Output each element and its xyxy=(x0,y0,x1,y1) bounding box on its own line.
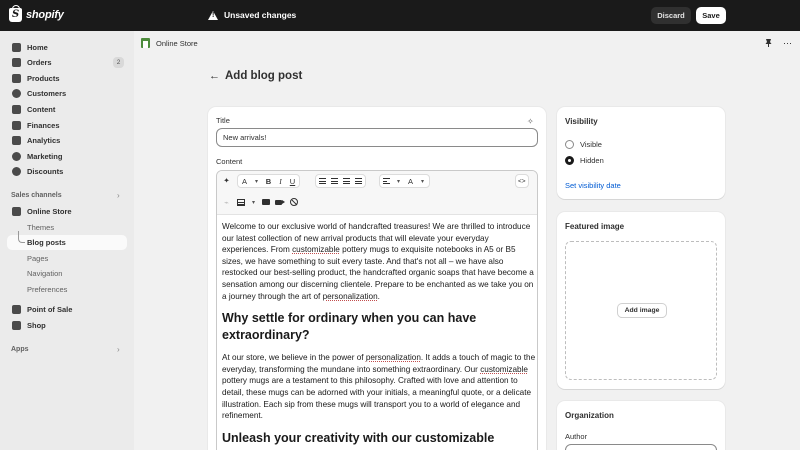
code-icon: <> xyxy=(518,177,526,185)
sidebar-item-label: Home xyxy=(27,43,48,52)
sidebar-item-label: Point of Sale xyxy=(27,305,73,314)
text-format-group xyxy=(237,174,300,188)
organization-card xyxy=(557,401,725,450)
chevron-down-icon[interactable]: ▾ xyxy=(420,178,424,185)
heading: Unleash your creativity with our customizable xyxy=(222,430,495,445)
person-icon xyxy=(12,89,21,98)
sidebar xyxy=(0,31,134,450)
breadcrumb xyxy=(134,31,800,55)
title-label: Title xyxy=(216,116,230,125)
content-icon xyxy=(12,105,21,114)
shopify-bag-icon xyxy=(9,8,22,22)
magic-wand-icon[interactable]: ✧ xyxy=(527,117,534,126)
clear-format-button[interactable] xyxy=(290,197,298,207)
image-drop-zone[interactable] xyxy=(565,241,717,380)
spellcheck-word: personalization xyxy=(322,291,378,301)
editor-toolbar xyxy=(217,171,538,215)
text-color-button[interactable]: A xyxy=(407,176,413,186)
rich-text-editor[interactable] xyxy=(216,170,538,450)
numbered-list-button[interactable] xyxy=(331,176,338,186)
content-label: Content xyxy=(216,157,243,166)
sidebar-item-label: Products xyxy=(27,74,60,83)
underline-button[interactable]: U xyxy=(289,176,296,186)
insert-video-button[interactable] xyxy=(275,197,282,207)
title-input[interactable] xyxy=(216,128,538,147)
sidebar-subitem-blog-posts[interactable]: Blog posts xyxy=(7,235,127,250)
radio-button-checked[interactable] xyxy=(565,156,574,165)
code-view-button[interactable] xyxy=(515,174,529,188)
sidebar-item-label: Online Store xyxy=(27,207,72,216)
table-button[interactable] xyxy=(237,197,245,207)
tag-icon xyxy=(12,74,21,83)
featured-image-title: Featured image xyxy=(565,222,625,231)
bank-icon xyxy=(12,121,21,130)
paragraph xyxy=(222,352,536,422)
orders-icon xyxy=(12,58,21,67)
sidebar-subitem-navigation[interactable]: Navigation xyxy=(27,269,63,278)
set-visibility-date-link[interactable]: Set visibility date xyxy=(565,181,621,190)
visibility-option-visible[interactable] xyxy=(565,140,602,149)
spellcheck-word: personalization xyxy=(365,353,421,363)
align-button[interactable] xyxy=(383,176,390,186)
text-run: . It adds a touch of magic to the everyday, transforming the mundane into something extraordinary. Our xyxy=(222,353,536,374)
sidebar-item-label: Content xyxy=(27,105,56,114)
discount-icon xyxy=(12,167,21,176)
page-title: Add blog post xyxy=(225,70,303,82)
list-group xyxy=(315,174,366,188)
more-options-icon[interactable]: ⋯ xyxy=(783,38,792,48)
unsaved-changes-text: Unsaved changes xyxy=(224,10,297,20)
sidebar-item-point-of-sale[interactable] xyxy=(7,302,127,317)
chevron-right-icon[interactable]: › xyxy=(117,191,120,200)
sidebar-item-discounts[interactable] xyxy=(7,164,127,179)
outdent-button[interactable] xyxy=(343,176,350,186)
text-run: At our store, we believe in the power of xyxy=(222,353,366,363)
warning-icon xyxy=(208,11,218,20)
indent-button[interactable] xyxy=(355,176,362,186)
target-icon xyxy=(12,152,21,161)
sidebar-item-online-store[interactable] xyxy=(7,204,127,219)
radio-label: Visible xyxy=(580,140,602,149)
sidebar-subitem-themes[interactable]: Themes xyxy=(27,223,55,232)
visibility-card xyxy=(557,107,725,199)
back-arrow-icon[interactable]: ← xyxy=(209,70,220,82)
featured-image-card xyxy=(557,212,725,389)
text-run: Welcome to our exclusive world of handcrafted treasures! We are thrilled to introduce our latest collection of new arrival products that will elevate your everyday experiences. From xyxy=(222,222,531,255)
discard-button[interactable]: Discard xyxy=(651,7,691,24)
italic-button[interactable]: I xyxy=(279,176,282,186)
chevron-down-icon[interactable]: ▾ xyxy=(254,178,258,185)
sidebar-item-finances[interactable] xyxy=(7,118,127,133)
sidebar-item-label: Customers xyxy=(27,89,67,98)
add-image-button[interactable]: Add image xyxy=(618,304,666,317)
logo-text: shopify xyxy=(26,9,64,21)
sidebar-item-label: Analytics xyxy=(27,136,61,145)
blog-post-form-card xyxy=(208,107,546,450)
sidebar-item-analytics[interactable] xyxy=(7,133,127,148)
align-color-group xyxy=(379,174,430,188)
unsaved-changes-notice xyxy=(208,10,296,20)
radio-label: Hidden xyxy=(580,156,604,165)
sidebar-item-label: Marketing xyxy=(27,152,63,161)
editor-content[interactable] xyxy=(222,221,536,450)
sales-channels-heading[interactable]: Sales channels xyxy=(11,192,62,199)
sidebar-item-home[interactable] xyxy=(7,40,127,55)
shop-icon xyxy=(12,321,21,330)
visibility-title: Visibility xyxy=(565,117,598,126)
sidebar-item-label: Shop xyxy=(27,321,46,330)
sidebar-item-label: Orders xyxy=(27,58,52,67)
breadcrumb-label[interactable]: Online Store xyxy=(156,39,198,48)
apps-heading[interactable]: Apps xyxy=(11,346,29,353)
visibility-option-hidden[interactable] xyxy=(565,156,604,165)
ai-sparkle-icon[interactable]: ✦ xyxy=(223,175,230,185)
online-store-icon xyxy=(141,38,150,48)
orders-count-badge: 2 xyxy=(113,57,124,68)
bold-button[interactable]: B xyxy=(265,176,272,186)
sidebar-item-content[interactable] xyxy=(7,102,127,117)
organization-title: Organization xyxy=(565,411,614,420)
sidebar-item-label: Finances xyxy=(27,121,60,130)
chevron-down-icon[interactable]: ▾ xyxy=(396,178,400,185)
sidebar-subitem-pages[interactable]: Pages xyxy=(27,254,49,263)
sidebar-item-orders[interactable] xyxy=(7,55,127,70)
sidebar-subitem-preferences[interactable]: Preferences xyxy=(27,285,68,294)
pin-icon[interactable] xyxy=(765,39,772,47)
bullet-list-button[interactable] xyxy=(319,176,326,186)
chevron-down-icon[interactable]: ▾ xyxy=(251,199,255,206)
home-icon xyxy=(12,43,21,52)
chevron-right-icon[interactable]: › xyxy=(117,345,120,354)
link-icon[interactable]: ⌁ xyxy=(224,197,229,207)
text-run: pottery mugs are a testament to this philosophy. Crafted with love and attention to detail, these mugs can be adorned with your initials, a meaningful quote, or a delicate illustration. Each sip from these mugs will transport you to a world of elegance and refinement. xyxy=(222,376,532,421)
save-button[interactable]: Save xyxy=(696,7,726,24)
text-run: pottery mugs to exquisite notebooks in A5 or B5 sizes, we have something to suit every taste. And that's not all – we have also restocked our best-selling product, the handcrafted organic soaps that have become a sensation among our discerning clientele. Prepare to be enchanted as we take you on a journey through the art of xyxy=(222,245,534,301)
paragraph xyxy=(222,221,536,302)
radio-button[interactable] xyxy=(565,140,574,149)
shopify-logo[interactable] xyxy=(9,8,64,22)
author-label: Author xyxy=(565,432,588,441)
sidebar-item-shop[interactable] xyxy=(7,318,127,333)
sidebar-item-marketing[interactable] xyxy=(7,149,127,164)
sidebar-item-customers[interactable] xyxy=(7,86,127,101)
sidebar-item-label: Discounts xyxy=(27,167,64,176)
store-icon xyxy=(12,207,21,216)
spellcheck-word: customizable xyxy=(480,364,528,374)
chart-icon xyxy=(12,136,21,145)
insert-image-button[interactable] xyxy=(262,197,270,207)
heading: Why settle for ordinary when you can have extraordinary? xyxy=(222,311,477,342)
author-select[interactable] xyxy=(565,444,717,450)
pos-icon xyxy=(12,305,21,314)
insert-group xyxy=(237,197,298,207)
top-bar xyxy=(0,0,800,31)
sidebar-item-products[interactable] xyxy=(7,71,127,86)
spellcheck-word: customizable xyxy=(292,245,340,255)
text-style-button[interactable]: A xyxy=(241,176,247,186)
text-run: . xyxy=(377,291,380,301)
